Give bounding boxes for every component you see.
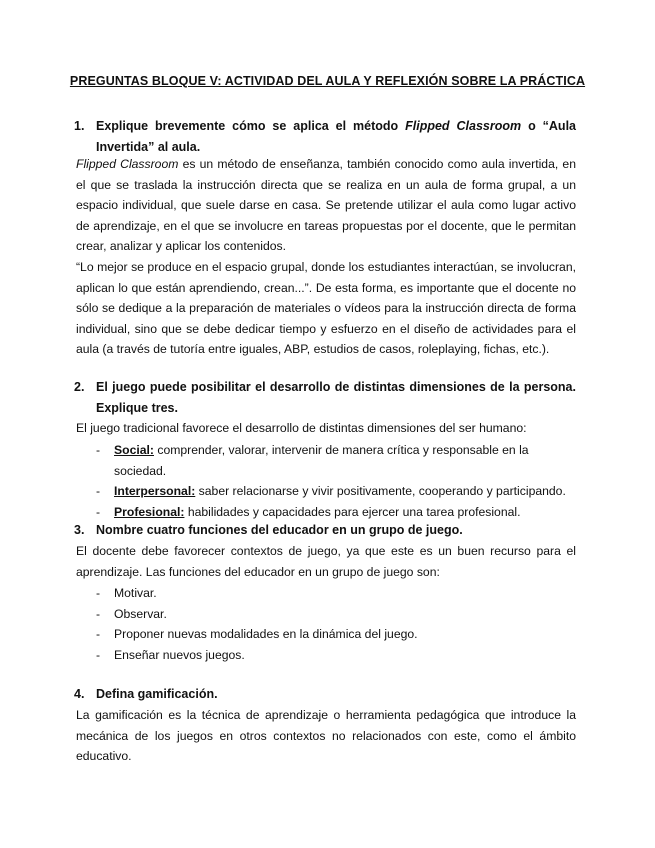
bullet-dash: - [96,484,101,499]
question-4-heading [74,684,576,705]
list-text: comprender, valorar, intervenir de manera crítica y responsable en la sociedad. [114,443,529,478]
answer-2-intro: El juego tradicional favorece el desarrollo de distintas dimensiones del ser humano: [76,421,527,435]
question-3-line-1: Nombre cuatro funciones del educador en un grupo de juego. [96,523,463,537]
list-term: Interpersonal: [114,484,196,499]
bullet-dash: - [96,443,101,457]
bullet-dash: - [96,504,101,519]
list-item [76,583,576,604]
list-text: saber relacionarse y vivir positivamente, cooperando y participando. [195,484,566,499]
list-item [76,604,576,625]
functions-list [76,583,576,665]
question-1-line-2: Invertida” al aula. [96,140,201,154]
question-text: o “Aula [528,119,576,133]
bullet-dash: - [96,586,101,600]
list-term: Social: [114,443,154,457]
question-2-line-1: El juego puede posibilitar el desarrollo de distintas dimensiones de la persona. [96,380,576,394]
question-text: Explique brevemente cómo se aplica el método [96,119,399,133]
question-2-line-2: Explique tres. [96,401,178,415]
list-text: habilidades y capacidades para ejercer una tarea profesional. [184,504,521,519]
answer-4-paragraph: La gamificación es la técnica de aprendizaje o herramienta pedagógica que introduce la mecánica de los juegos en otros contextos no relacionados con este, como el ámbito educativo. [76,708,576,764]
question-italic-term: Flipped Classroom [405,119,522,133]
question-number: 1. [74,119,85,133]
italic-term: Flipped Classroom [76,157,179,171]
page-title: PREGUNTAS BLOQUE V: ACTIVIDAD DEL AULA Y REFLEXIÓN SOBRE LA PRÁCTICA [69,74,586,88]
question-number: 2. [74,380,85,394]
list-item [76,624,576,645]
list-item [76,645,576,666]
question-number: 3. [74,523,85,537]
list-text: Motivar. [114,586,157,600]
list-item [76,481,576,502]
answer-1-paragraph-2: “Lo mejor se produce en el espacio grupal, donde los estudiantes interactúan, se involucran, aplican lo que están aprendiendo, crean...”. De esta forma, es importante que el docente no sólo se dedique a la preparación de materiales o vídeos para la instrucción directa de forma individual, sino que se debe dedicar tiempo y esfuerzo en el diseño de actividades para el aula (a través de tutoría entre iguales, ABP, estudios de casos, roleplaying, fichas, etc.). [76,260,576,357]
question-4-line-1: Defina gamificación. [96,687,218,701]
paragraph-text: es un método de enseñanza, también conocido como aula invertida, en el que se traslada la instrucción directa que se realiza en un aula de forma grupal, a un espacio individual, que suele darse en casa. Se pretende utilizar el aula como lugar activo de aprendizaje, en el que se involucre en tareas propuestas por el docente, que le permitan crear, analizar y aplicar los contenidos. [76,157,576,254]
bullet-dash: - [96,627,101,642]
list-text: Enseñar nuevos juegos. [114,647,245,662]
dimensions-list [76,440,576,522]
question-2-heading [74,377,576,419]
list-term: Profesional: [114,504,185,519]
bullet-dash: - [96,606,101,621]
list-text: Observar. [114,606,167,621]
list-text: Proponer nuevas modalidades en la dinámica del juego. [114,627,418,642]
bullet-dash: - [96,647,101,662]
answer-3-intro: El docente debe favorecer contextos de juego, ya que este es un buen recurso para el aprendizaje. Las funciones del educador en un grupo de juego son: [76,544,576,579]
answer-1-paragraph-1 [76,154,576,257]
question-1-line-1 [96,116,576,137]
list-item [76,440,576,481]
question-3-heading [74,520,576,541]
question-number: 4. [74,687,85,701]
question-1-heading [74,116,576,158]
